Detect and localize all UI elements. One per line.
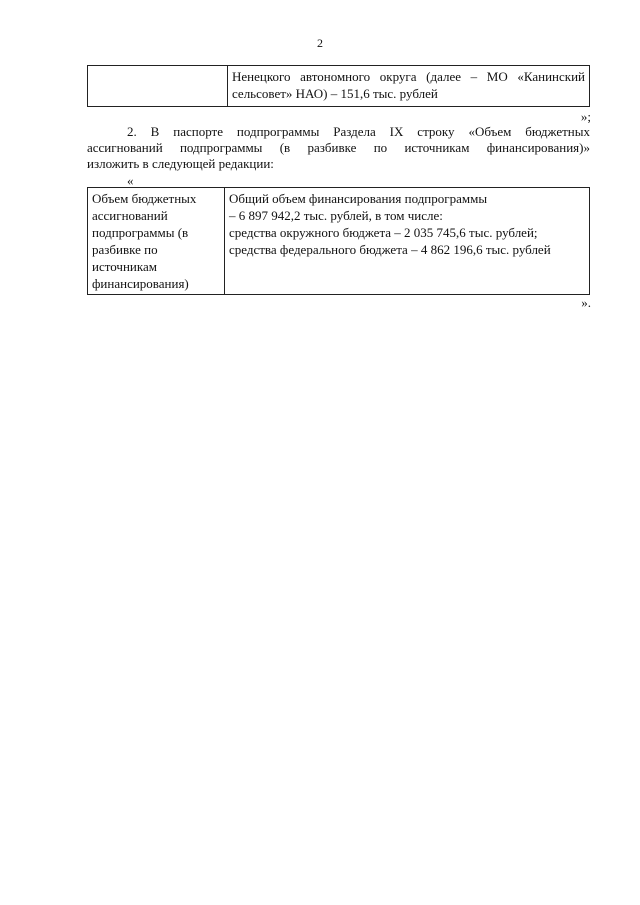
table-cell-value (225, 188, 590, 295)
value-line: средства окружного бюджета – 2 035 745,6 тыс. рублей; (229, 225, 538, 240)
table-cell-label (88, 188, 225, 295)
label-line: Объем бюджетных (92, 191, 197, 206)
label-line: подпрограммы (в (92, 225, 189, 240)
value-line: – 6 897 942,2 тыс. рублей, в том числе: (229, 208, 443, 223)
value-line: Общий объем финансирования подпрограммы (229, 191, 488, 206)
label-line: источникам (92, 259, 157, 274)
closing-quote-mark: ». (581, 295, 591, 310)
budget-table-continuation (87, 65, 590, 107)
budget-allocation-table (87, 187, 590, 295)
table-cell-label (88, 66, 228, 107)
label-line: разбивке по (92, 242, 158, 257)
page-number: 2 (317, 36, 323, 50)
paragraph-line: ассигнований подпрограммы (в разбивке по источникам финансирования)» (87, 140, 590, 155)
amendment-paragraph (87, 124, 590, 172)
label-line: финансирования) (92, 276, 189, 291)
table-text-line: Ненецкого автономного округа (далее – МО «Канинский (232, 69, 585, 84)
label-line: ассигнований (92, 208, 168, 223)
table-row (88, 66, 590, 107)
closing-quote-mark: »; (580, 109, 591, 124)
table-row (88, 188, 590, 295)
table-text-line: сельсовет» НАО) – 151,6 тыс. рублей (232, 86, 438, 101)
table-cell-value (228, 66, 590, 107)
paragraph-line: изложить в следующей редакции: (87, 156, 274, 171)
paragraph-line: 2. В паспорте подпрограммы Раздела IX строку «Объем бюджетных (127, 124, 590, 139)
opening-quote-mark: « (127, 173, 134, 188)
value-line: средства федерального бюджета – 4 862 196,6 тыс. рублей (229, 242, 551, 257)
